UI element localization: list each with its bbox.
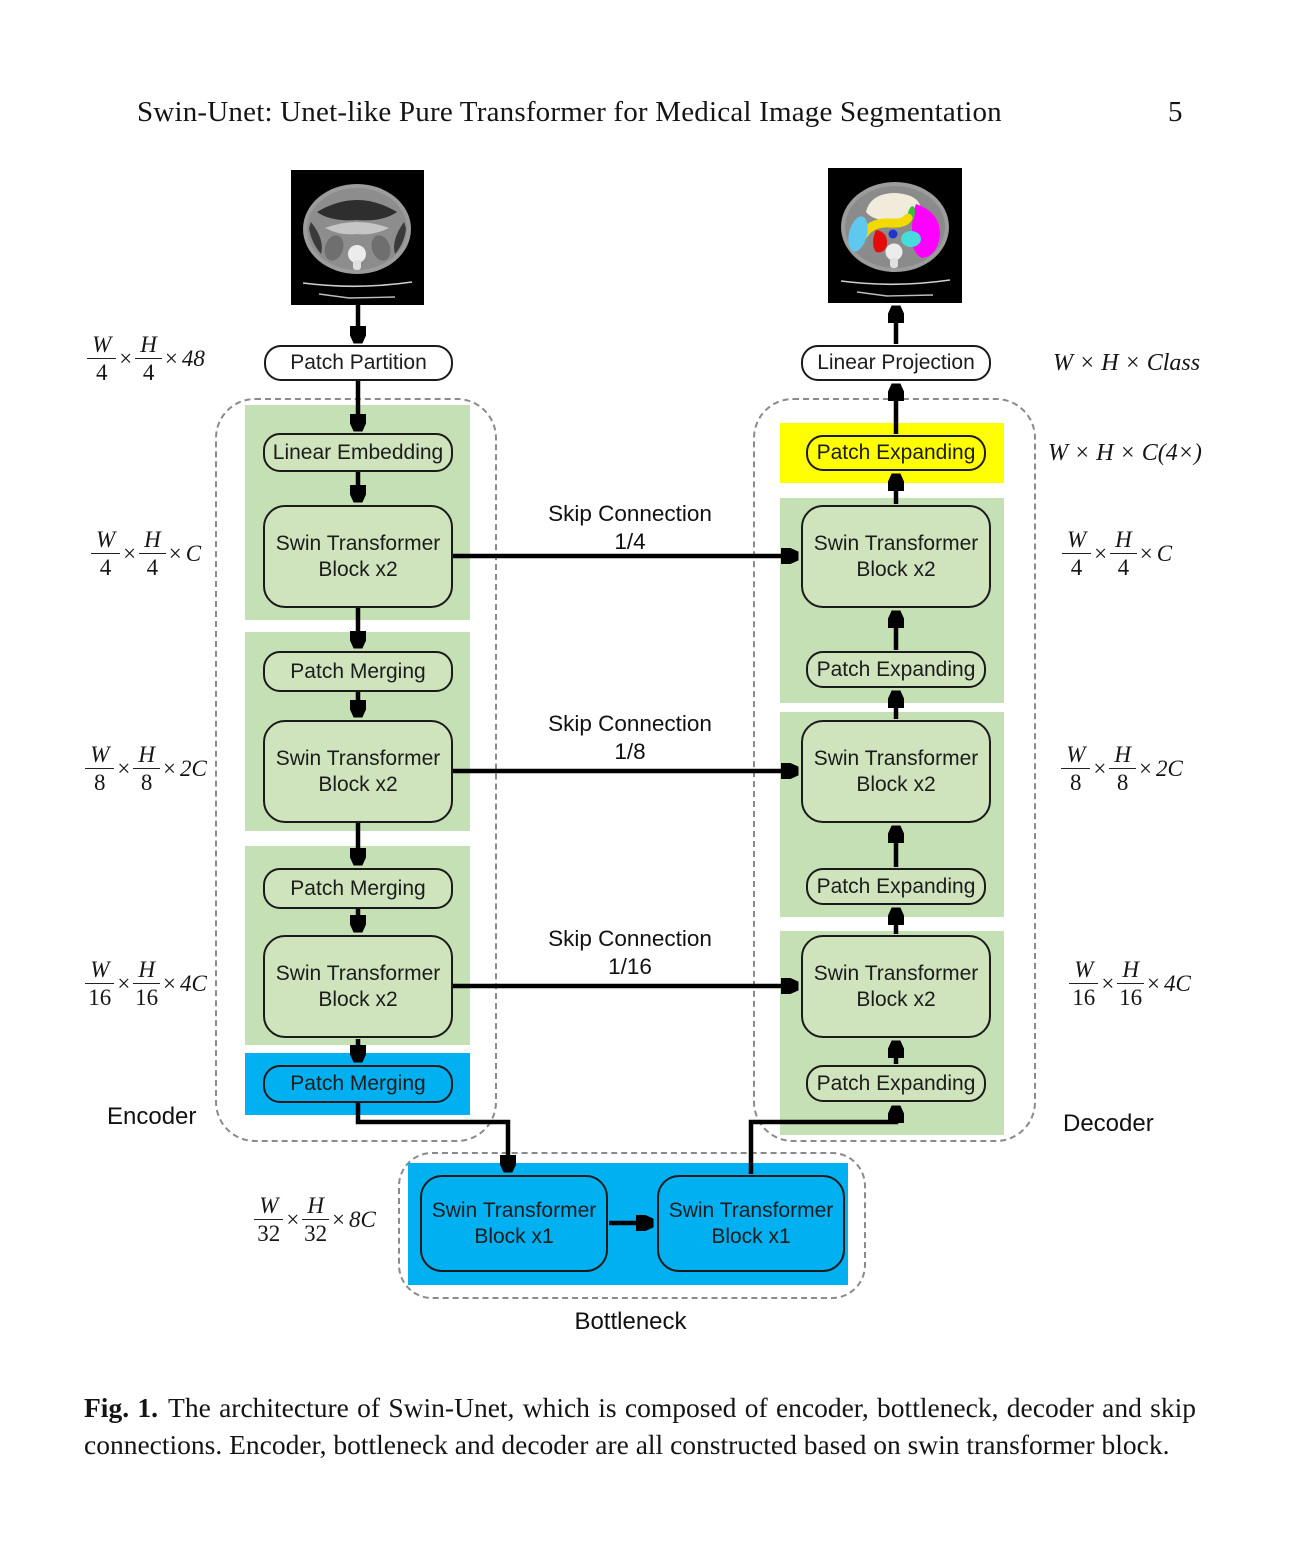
skip-fraction: 1/4 [614, 529, 646, 554]
fraction: $\frac{W}{8}$ [1061, 743, 1090, 795]
encoder-swin-block-3 [263, 935, 453, 1038]
patch-expanding-label: Patch Expanding [816, 441, 976, 464]
skip-label: Skip Connection [548, 711, 712, 736]
fraction: $\frac{W}{4}$ [91, 528, 120, 580]
swin-label-line1: Swin Transformer [813, 746, 979, 770]
patch-expanding-box-2 [806, 868, 986, 905]
swin-label-line1: Swin Transformer [813, 531, 979, 555]
skip-connection-label-2 [500, 710, 760, 766]
bottleneck-swin-block-1 [420, 1175, 608, 1272]
figure-caption [84, 1390, 1196, 1463]
patch-merging-box-1 [263, 651, 453, 692]
patch-merging-box-2 [263, 868, 453, 909]
linear-embedding-label: Linear Embedding [272, 440, 444, 464]
patch-merging-label: Patch Merging [290, 659, 426, 683]
dim-bottleneck: $\frac{W}{32}$ × $\frac{H}{32}$ × 8C [240, 1194, 390, 1246]
patch-expanding-label: Patch Expanding [816, 874, 976, 898]
swin-label-line2: Block x2 [856, 772, 936, 796]
fraction: $\frac{W}{16}$ [1069, 958, 1098, 1010]
fraction: $\frac{W}{4}$ [87, 333, 116, 385]
dim-decoder-stage2: $\frac{W}{8}$ × $\frac{H}{8}$ × 2C [1052, 743, 1192, 795]
linear-projection-label: Linear Projection [817, 351, 975, 374]
swin-label-line2: Block x1 [711, 1224, 791, 1248]
swin-label-line2: Block x1 [474, 1224, 554, 1248]
patch-expanding-box-1 [806, 651, 986, 688]
dim-decoder-output: W × H × Class [1053, 350, 1201, 376]
fraction: $\frac{H}{32}$ [304, 1193, 328, 1247]
dim-decoder-expand: W × H × C(4×) [1048, 440, 1202, 466]
swin-label-line2: Block x2 [318, 557, 398, 581]
segment-blue-aorta [889, 230, 898, 239]
fraction: $\frac{W}{8}$ [85, 743, 114, 795]
patch-expanding-label: Patch Expanding [816, 657, 976, 681]
skip-connection-label-1 [500, 500, 760, 556]
decoder-label: Decoder [1063, 1110, 1154, 1137]
dim-encoder-stage1: $\frac{W}{4}$ × $\frac{H}{4}$ × C [76, 528, 216, 580]
skip-fraction: 1/16 [608, 954, 652, 979]
bottleneck-swin-block-2 [657, 1175, 845, 1272]
swin-label-line1: Swin Transformer [431, 1198, 597, 1222]
patch-merging-box-3 [263, 1065, 453, 1103]
fraction: $\frac{H}{4}$ [139, 528, 166, 580]
fraction: $\frac{H}{8}$ [133, 743, 160, 795]
swin-label-line2: Block x2 [318, 772, 398, 796]
decoder-swin-block-1 [801, 505, 991, 608]
input-ct-image [291, 170, 424, 305]
linear-embedding-box [263, 433, 453, 472]
fraction: $\frac{W}{16}$ [85, 958, 114, 1010]
skip-connection-label-3 [500, 925, 760, 981]
dim-encoder-stage3: $\frac{W}{16}$ × $\frac{H}{16}$ × 4C [71, 958, 221, 1010]
fraction: $\frac{H}{8}$ [1109, 743, 1136, 795]
dim-decoder-stage1: $\frac{W}{4}$ × $\frac{H}{4}$ × C [1052, 528, 1182, 580]
encoder-label: Encoder [107, 1103, 197, 1130]
segment-cyan-kidney [901, 231, 921, 247]
swin-label-line1: Swin Transformer [275, 531, 441, 555]
skip-fraction: 1/8 [614, 739, 646, 764]
figure-caption-tag: Fig. 1. [84, 1392, 159, 1423]
dim-decoder-stage3: $\frac{W}{16}$ × $\frac{H}{16}$ × 4C [1055, 958, 1205, 1010]
paper-title: Swin-Unet: Unet-like Pure Transformer for Medical Image Segmentation [137, 96, 1002, 128]
patch-merging-label: Patch Merging [290, 1072, 426, 1095]
fraction: $\frac{W}{32}$ [254, 1194, 283, 1246]
patch-expanding-box-3 [806, 1065, 986, 1102]
fraction: $\frac{W}{4}$ [1062, 528, 1091, 580]
fraction: $\frac{H}{4}$ [1110, 528, 1137, 580]
decoder-swin-block-3 [801, 935, 991, 1038]
patch-expanding-label: Patch Expanding [816, 1071, 976, 1095]
swin-label-line2: Block x2 [856, 557, 936, 581]
bottleneck-label: Bottleneck [574, 1308, 687, 1335]
skip-label: Skip Connection [548, 501, 712, 526]
encoder-swin-block-2 [263, 720, 453, 823]
swin-label-line2: Block x2 [856, 987, 936, 1011]
fraction: $\frac{H}{16}$ [135, 957, 159, 1011]
patch-merging-label: Patch Merging [290, 876, 426, 900]
output-segmentation-image [828, 168, 962, 303]
swin-label-line1: Swin Transformer [275, 746, 441, 770]
swin-label-line1: Swin Transformer [275, 961, 441, 985]
dim-encoder-input: $\frac{W}{4}$ × $\frac{H}{4}$ × 48 [76, 333, 216, 385]
patch-partition-box [264, 345, 453, 381]
spinous-process [890, 258, 898, 268]
linear-projection-box [801, 345, 991, 381]
fraction: $\frac{H}{4}$ [135, 333, 162, 385]
swin-label-line2: Block x2 [318, 987, 398, 1011]
spinous-process [353, 260, 361, 270]
patch-partition-label: Patch Partition [290, 351, 427, 374]
swin-label-line1: Swin Transformer [813, 961, 979, 985]
skip-label: Skip Connection [548, 926, 712, 951]
swin-label-line1: Swin Transformer [668, 1198, 834, 1222]
dim-encoder-stage2: $\frac{W}{8}$ × $\frac{H}{8}$ × 2C [76, 743, 216, 795]
spine [886, 244, 903, 261]
decoder-swin-block-2 [801, 720, 991, 823]
page-number: 5 [1168, 96, 1183, 128]
figure-caption-text: The architecture of Swin-Unet, which is composed of encoder, bottleneck, decoder and skip connections. Encoder, bottleneck and decoder are all constructed based on swin transformer block. [84, 1392, 1196, 1460]
final-patch-expanding-box [806, 435, 986, 471]
fraction: $\frac{H}{16}$ [1119, 957, 1143, 1011]
encoder-swin-block-1 [263, 505, 453, 608]
